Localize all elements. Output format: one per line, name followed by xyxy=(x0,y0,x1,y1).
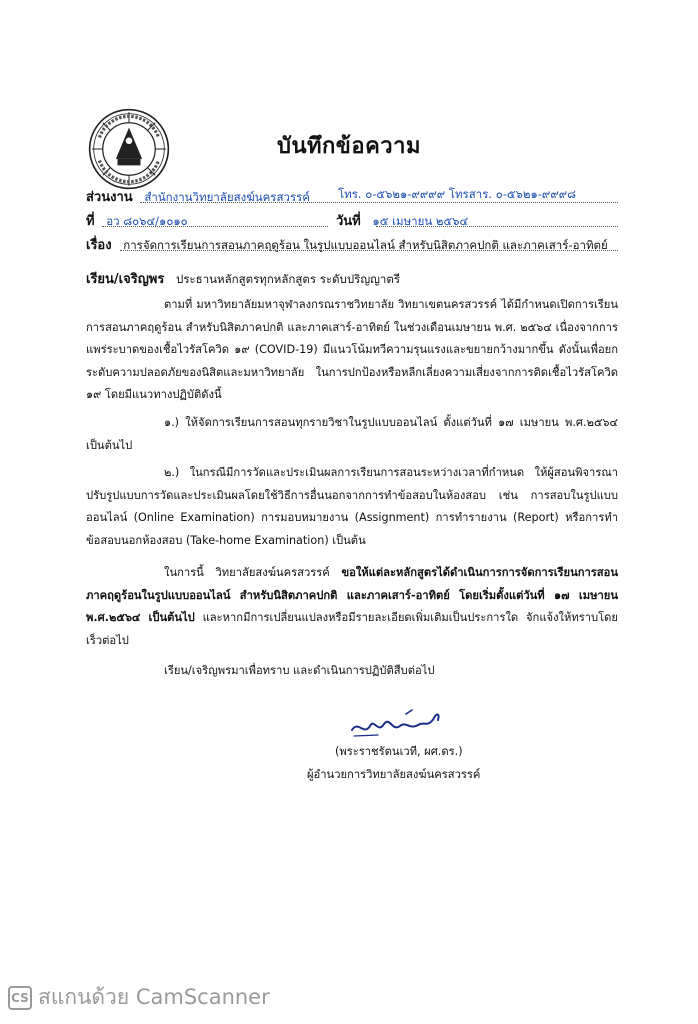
body-paragraph-1: ตามที่ มหาวิทยาลัยมหาจุฬาลงกรณราชวิทยาลัย วิทยาเขตนครสวรรค์ ได้มีกำหนดเปิดการเรียนการสอนภาคฤดูร้อน สำหรับนิสิตภาคปกติ และภาคเสาร์-อาทิตย์ ในช่วงเดือนเมษายน พ.ศ. ๒๕๖๔ เนื่องจากการแพร่ระบาดของเชื้อไวรัสโควิด ๑๙ (COVID-19) มีแนวโน้มทวีความรุนแรงและขยายกว้างมากขึ้น ดังนั้นเพื่อยกระดับความปลอดภัยของนิสิตและมหาวิทยาลัย ในการปกป้องหรือหลีกเลี่ยงความเสี่ยงจากการติดเชื้อไวรัสโควิด ๑๙ โดยมีแนวทางปฏิบัติดังนี้ xyxy=(86,298,618,401)
ref-label: ที่ xyxy=(86,214,95,229)
signatory-name: (พระราชรัตนเวที, ผศ.ดร.) xyxy=(335,745,463,758)
body-paragraph-3: ๒.) ในกรณีมีการวัดและประเมินผลการเรียนการสอนระหว่างเวลาที่กำหนด ให้ผู้สอนพิจารณาปรับรูปแบบการวัดและประเมินผลโดยใช้วิธีการอื่นนอกจากการทำข้อสอบในห้องสอบ เช่น การสอบในรูปแบบออนไลน์ (Online Examination) การมอบหมายงาน (Assignment) การทำรายงาน (Report) หรือการทำข้อสอบนอกห้องสอบ (Take-home Examination) เป็นต้น xyxy=(86,466,618,547)
signatory-position: ผู้อำนวยการวิทยาลัยสงฆ์นครสวรรค์ xyxy=(307,768,481,781)
ref-value: อว ๘๐๖๔/๑๐๑๐ xyxy=(106,214,188,228)
recipient-value: ประธานหลักสูตรทุกหลักสูตร ระดับปริญญาตรี xyxy=(176,272,401,286)
date-value: ๑๕ เมษายน ๒๕๖๔ xyxy=(372,214,469,228)
body-paragraph-2: ๑.) ให้จัดการเรียนการสอนทุกรายวิชาในรูปแบบออนไลน์ ตั้งแต่วันที่ ๑๗ เมษายน พ.ศ.๒๕๖๔ เป็นต้นไป xyxy=(86,416,618,452)
subject-dotted-line xyxy=(120,250,618,251)
subject-row xyxy=(86,234,608,255)
p4-lead: ในการนี้ วิทยาลัยสงฆ์นครสวรรค์ xyxy=(164,566,330,579)
camscanner-logo-icon: CS xyxy=(8,986,32,1010)
camscanner-watermark xyxy=(8,981,270,1014)
agency-value: สำนักงานวิทยาลัยสงฆ์นครสวรรค์ xyxy=(144,190,310,204)
date-dotted-line xyxy=(376,226,618,227)
body-paragraph-4 xyxy=(86,562,618,652)
phone-fax: โทร. ๐-๕๖๒๑-๙๙๙๙ โทรสาร. ๐-๕๖๒๑-๙๙๙๘ xyxy=(338,187,577,201)
ref-row xyxy=(86,210,188,231)
date-row xyxy=(336,210,468,231)
recipient-row xyxy=(86,268,400,289)
camscanner-text: สแกนด้วย CamScanner xyxy=(38,985,270,1009)
memo-title: บันทึกข้อความ xyxy=(276,134,421,159)
agency-label: ส่วนงาน xyxy=(86,190,133,205)
subject-label: เรื่อง xyxy=(86,238,112,253)
subject-value: การจัดการเรียนการสอนภาคฤดูร้อน ในรูปแบบออนไลน์ สำหรับนิสิตภาคปกติ และภาคเสาร์-อาทิตย์ xyxy=(123,238,608,252)
closing-paragraph: เรียน/เจริญพรมาเพื่อทราบ และดำเนินการปฏิบัติสืบต่อไป xyxy=(164,664,435,677)
recipient-label: เรียน/เจริญพร xyxy=(86,272,165,287)
date-label: วันที่ xyxy=(336,214,361,229)
p4-bold: ขอให้แต่ละหลักสูตรได้ดำเนินการการจัดการเรียนการสอนภาคฤดูร้อนในรูปแบบออนไลน์ สำหรับนิสิตภาคปกติ และภาคเสาร์-อาทิตย์ โดยเริ่มตั้งแต่วันที่ ๑๗ เมษายน พ.ศ.๒๕๖๔ เป็นต้นไป xyxy=(86,566,618,624)
handwritten-signature xyxy=(348,706,448,742)
agency-dotted-line xyxy=(140,202,618,203)
p4-tail: และหากมีการเปลี่ยนแปลงหรือมีรายละเอียดเพิ่มเติมเป็นประการใด จักแจ้งให้ทราบโดยเร็วต่อไป xyxy=(86,611,618,647)
ref-dotted-line xyxy=(102,226,328,227)
agency-row xyxy=(86,186,310,207)
